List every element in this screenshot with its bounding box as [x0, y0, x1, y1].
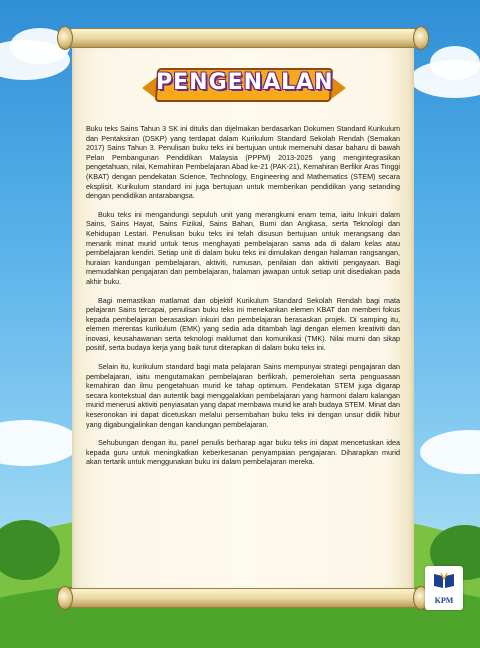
scroll-roll-end [413, 26, 429, 50]
kpm-logo [425, 566, 463, 610]
scroll-roll-end [57, 26, 73, 50]
cloud [0, 420, 80, 466]
cloud [420, 430, 480, 474]
scroll-roll-end [57, 586, 73, 610]
paragraph: Bagi memastikan matlamat dan objektif Kurikulum Standard Sekolah Rendah bagi mata pelajaran Sains tercapai, penulisan buku teks ini menekankan elemen KBAT dan memberi fokus kepada pembelajaran berasaskan inkuiri dan pembelajaran berasaskan projek. Di samping itu, elemen merentas kurikulum (EMK) yang sedia ada ditambah lagi dengan elemen kreativiti dan inovasi, keusahawanan serta teknologi maklumat dan komunikasi (TMK). Nilai murni dan sikap positif, serta budaya kerja yang baik turut diterapkan di dalam buku teks ini. [86, 295, 400, 353]
paragraph: Buku teks Sains Tahun 3 SK ini ditulis dan dijelmakan berdasarkan Dokumen Standard Kurikulum dan Pentaksiran (DSKP) yang terdapat dalam Kurikulum Standard Sekolah Rendah (Semakan 2017) Sains Tahun 3. Penulisan buku teks ini bertujuan untuk memenuhi dasar baharu di bawah Pelan Pembangunan Pendidikan Malaysia (PPPM) 2013-2025 yang mengintegrasikan pengetahuan, nilai, Kemahiran Pembelajaran Abad ke-21 (PAK-21), Kemahiran Berfikir Aras Tinggi (KBAT) dengan pendekatan Science, Technology, Engineering and Mathematics (STEM) secara eksplisit. Kurikulum standard ini juga bertujuan untuk memberikan pendidikan yang setanding dengan pendidikan antarabangsa. [86, 124, 400, 201]
introduction-text [86, 124, 400, 476]
scroll-bottom-roll [64, 588, 422, 608]
page-title: PENGENALAN [156, 70, 334, 95]
paragraph: Buku teks ini mengandungi sepuluh unit yang merangkumi enam tema, iaitu Inkuiri dalam Sains, Sains Hayat, Sains Fizikal, Sains Bahan, Bumi dan Angkasa, serta Teknologi dan Kehidupan Lestari. Penulisan buku teks ini telah disusun bertujuan untuk merangsang dan menarik minat murid untuk terus menghayati pembelajaran sama ada di dalam kelas atau pembelajaran kendiri. Setiap unit di dalam buku teks ini dimulakan dengan halaman rangsangan, huraian kandungan pembelajaran, aktiviti, rumusan, penilaian dan aktiviti pengayaan. Bagi memudahkan pengajaran dan pembelajaran, halaman jawapan untuk setiap unit disediakan pada akhir buku. [86, 209, 400, 286]
title-banner [156, 62, 332, 108]
open-book-icon [433, 570, 455, 590]
paragraph: Sehubungan dengan itu, panel penulis berharap agar buku teks ini dapat mencetuskan idea kepada guru untuk meningkatkan keberkesanan penyampaian pengajaran. Diharapkan murid akan tertarik untuk menggunakan buku ini dalam pembelajaran mereka. [86, 438, 400, 467]
cloud [430, 46, 480, 80]
scroll-top-roll [64, 28, 422, 48]
paragraph: Selain itu, kurikulum standard bagi mata pelajaran Sains mempunyai strategi pengajaran dan pembelajaran, iaitu mengutamakan pembelajaran berfikrah, pemerolehan serta penguasaan kemahiran dan ilmu pengetahuan murid ke tahap optimum. Pendekatan STEM juga digarap secara kontekstual dan autentik bagi menggalakkan pembelajaran yang harmoni dalam kalangan murid menerusi aktiviti penyiasatan yang dapat membawa murid ke arah budaya STEM. Minat dan keseronokan ini dapat dicetuskan melalui persembahan buku teks ini dengan unsur didik hibur yang digabungjalinkan dengan kandungan pembelajaran. [86, 362, 401, 429]
logo-label: KPM [434, 596, 454, 605]
